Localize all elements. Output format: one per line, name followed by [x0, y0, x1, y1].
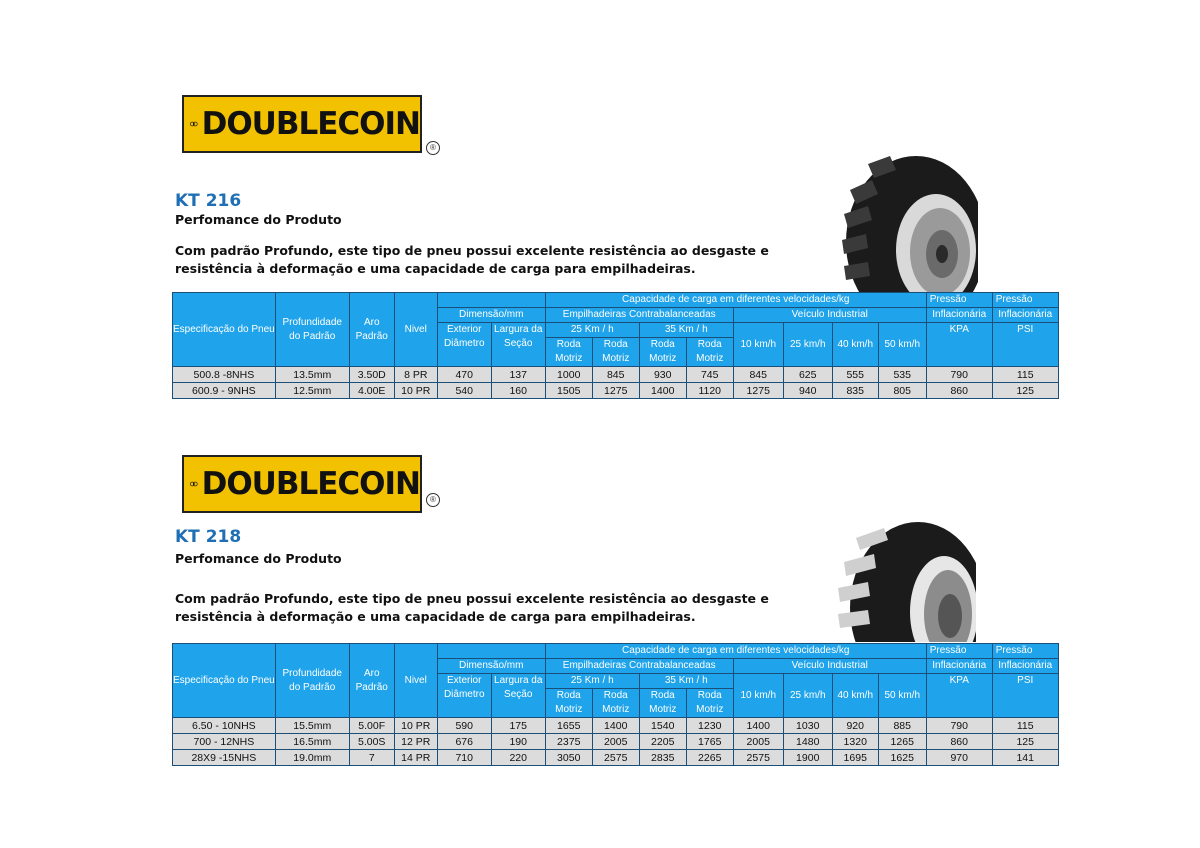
model-title: KT 218 [175, 527, 242, 547]
table-cell: 535 [878, 367, 926, 383]
table-cell: 2835 [639, 750, 686, 766]
table-cell: 2575 [733, 750, 783, 766]
table-cell: 930 [639, 367, 686, 383]
table-cell: 1480 [783, 734, 832, 750]
spec-table-kt216 [172, 292, 1059, 399]
table-cell: 2375 [545, 734, 592, 750]
table-cell: 1625 [878, 750, 926, 766]
header-v50: 50 km/h [878, 323, 926, 367]
tire-image-icon [826, 520, 976, 642]
header-depth: Profundidade do Padrão [275, 644, 349, 718]
table-cell: 141 [992, 750, 1058, 766]
table-cell: 470 [437, 367, 491, 383]
header-speed-25: 25 Km / h [545, 323, 639, 338]
header-exterior: Exterior Diâmetro [437, 674, 491, 718]
table-cell: 125 [992, 734, 1058, 750]
table-row [173, 718, 1059, 734]
table-cell: 5.00S [349, 734, 394, 750]
table-cell: 1275 [733, 383, 783, 399]
header-rim: Aro Padrão [349, 293, 394, 367]
table-cell: 19.0mm [275, 750, 349, 766]
header-roda-motriz: Roda Motriz [686, 338, 733, 367]
header-level: Nivel [394, 644, 437, 718]
table-cell: 16.5mm [275, 734, 349, 750]
header-psi-top: Pressão [992, 644, 1058, 659]
table-cell: 676 [437, 734, 491, 750]
table-cell: 500.8 -8NHS [173, 367, 276, 383]
table-row [173, 383, 1059, 399]
table-row [173, 734, 1059, 750]
header-kpa-top: Pressão [926, 644, 992, 659]
header-kpa-bottom: Inflacionária [926, 308, 992, 323]
table-cell: 1695 [832, 750, 878, 766]
table-cell: 28X9 -15NHS [173, 750, 276, 766]
table-cell: 1505 [545, 383, 592, 399]
table-cell: 2265 [686, 750, 733, 766]
table-cell: 115 [992, 718, 1058, 734]
table-cell: 1900 [783, 750, 832, 766]
header-speed-25: 25 Km / h [545, 674, 639, 689]
header-roda-motriz: Roda Motriz [639, 338, 686, 367]
table-cell: 125 [992, 383, 1058, 399]
table-cell: 600.9 - 9NHS [173, 383, 276, 399]
header-rim: Aro Padrão [349, 644, 394, 718]
table-cell: 2575 [592, 750, 639, 766]
table-cell: 13.5mm [275, 367, 349, 383]
table-cell: 1655 [545, 718, 592, 734]
header-kpa: KPA [926, 323, 992, 367]
header-dimension: Dimensão/mm [437, 659, 545, 674]
table-cell: 805 [878, 383, 926, 399]
table-cell: 12.5mm [275, 383, 349, 399]
header-psi: PSI [992, 674, 1058, 718]
table-cell: 2205 [639, 734, 686, 750]
header-speed-35: 35 Km / h [639, 323, 733, 338]
table-cell: 940 [783, 383, 832, 399]
header-counterbalanced: Empilhadeiras Contrabalanceadas [545, 659, 733, 674]
coin-emblem-icon [190, 464, 198, 504]
table-cell: 885 [878, 718, 926, 734]
header-kpa: KPA [926, 674, 992, 718]
header-counterbalanced: Empilhadeiras Contrabalanceadas [545, 308, 733, 323]
registered-mark-icon: ® [426, 141, 440, 155]
model-title: KT 216 [175, 191, 242, 211]
table-cell: 1400 [639, 383, 686, 399]
table-cell: 790 [926, 718, 992, 734]
table-cell: 845 [733, 367, 783, 383]
table-cell: 190 [491, 734, 545, 750]
header-depth: Profundidade do Padrão [275, 293, 349, 367]
table-cell: 745 [686, 367, 733, 383]
table-cell: 845 [592, 367, 639, 383]
table-cell: 175 [491, 718, 545, 734]
spec-table-kt218 [172, 643, 1059, 766]
registered-mark-icon: ® [426, 493, 440, 507]
table-cell: 220 [491, 750, 545, 766]
table-cell: 555 [832, 367, 878, 383]
header-psi-bottom: Inflacionária [992, 659, 1058, 674]
subtitle: Perfomance do Produto [175, 212, 342, 227]
header-roda-motriz: Roda Motriz [545, 689, 592, 718]
table-cell: 835 [832, 383, 878, 399]
header-psi-top: Pressão [992, 293, 1058, 308]
table-cell: 12 PR [394, 734, 437, 750]
logo-wordmark: DOUBLECOIN [201, 465, 420, 502]
header-roda-motriz: Roda Motriz [639, 689, 686, 718]
table-cell: 2005 [733, 734, 783, 750]
table-cell: 1275 [592, 383, 639, 399]
header-psi: PSI [992, 323, 1058, 367]
table-cell: 1030 [783, 718, 832, 734]
table-cell: 8 PR [394, 367, 437, 383]
header-v25: 25 km/h [783, 674, 832, 718]
header-v10: 10 km/h [733, 674, 783, 718]
table-cell: 3050 [545, 750, 592, 766]
table-cell: 4.00E [349, 383, 394, 399]
table-cell: 137 [491, 367, 545, 383]
header-v50: 50 km/h [878, 674, 926, 718]
header-dimension: Dimensão/mm [437, 308, 545, 323]
table-cell: 625 [783, 367, 832, 383]
header-v25: 25 km/h [783, 323, 832, 367]
header-kpa-top: Pressão [926, 293, 992, 308]
coin-emblem-icon [190, 104, 198, 144]
table-cell: 2005 [592, 734, 639, 750]
table-cell: 970 [926, 750, 992, 766]
header-spec: Especificação do Pneu [173, 674, 275, 686]
header-roda-motriz: Roda Motriz [592, 689, 639, 718]
header-speed-35: 35 Km / h [639, 674, 733, 689]
header-capacity: Capacidade de carga em diferentes velocidades/kg [545, 644, 926, 659]
table-cell: 540 [437, 383, 491, 399]
table-cell: 1400 [733, 718, 783, 734]
header-spec: Especificação do Pneu [173, 323, 275, 335]
header-capacity: Capacidade de carga em diferentes velocidades/kg [545, 293, 926, 308]
table-cell: 10 PR [394, 718, 437, 734]
table-cell: 860 [926, 383, 992, 399]
table-row [173, 750, 1059, 766]
doublecoin-logo [182, 95, 422, 153]
table-cell: 1320 [832, 734, 878, 750]
logo-wordmark: DOUBLECOIN [201, 105, 420, 142]
table-cell: 700 - 12NHS [173, 734, 276, 750]
table-cell: 115 [992, 367, 1058, 383]
header-width: Largura da Seção [491, 323, 545, 367]
header-industrial: Veículo Industrial [733, 308, 926, 323]
table-cell: 160 [491, 383, 545, 399]
header-roda-motriz: Roda Motriz [686, 689, 733, 718]
doublecoin-logo [182, 455, 422, 513]
product-description: Com padrão Profundo, este tipo de pneu possui excelente resistência ao desgaste e resistência à deformação e uma capacidade de carga para empilhadeiras. [175, 591, 769, 624]
table-cell: 1400 [592, 718, 639, 734]
table-cell: 6.50 - 10NHS [173, 718, 276, 734]
header-v40: 40 km/h [832, 323, 878, 367]
header-roda-motriz: Roda Motriz [545, 338, 592, 367]
table-cell: 1120 [686, 383, 733, 399]
header-width: Largura da Seção [491, 674, 545, 718]
table-cell: 10 PR [394, 383, 437, 399]
header-roda-motriz: Roda Motriz [592, 338, 639, 367]
table-cell: 860 [926, 734, 992, 750]
header-industrial: Veículo Industrial [733, 659, 926, 674]
header-v10: 10 km/h [733, 323, 783, 367]
table-cell: 1540 [639, 718, 686, 734]
table-cell: 710 [437, 750, 491, 766]
tire-image-icon [828, 150, 978, 292]
table-cell: 7 [349, 750, 394, 766]
table-cell: 590 [437, 718, 491, 734]
product-description: Com padrão Profundo, este tipo de pneu possui excelente resistência ao desgaste e resistência à deformação e uma capacidade de carga para empilhadeiras. [175, 243, 769, 276]
header-psi-bottom: Inflacionária [992, 308, 1058, 323]
table-cell: 15.5mm [275, 718, 349, 734]
header-kpa-bottom: Inflacionária [926, 659, 992, 674]
table-cell: 790 [926, 367, 992, 383]
table-cell: 3.50D [349, 367, 394, 383]
table-cell: 1000 [545, 367, 592, 383]
table-cell: 1765 [686, 734, 733, 750]
header-v40: 40 km/h [832, 674, 878, 718]
table-cell: 920 [832, 718, 878, 734]
table-row [173, 367, 1059, 383]
table-cell: 1230 [686, 718, 733, 734]
table-cell: 14 PR [394, 750, 437, 766]
header-exterior: Exterior Diâmetro [437, 323, 491, 367]
table-cell: 1265 [878, 734, 926, 750]
header-level: Nivel [394, 293, 437, 367]
subtitle: Perfomance do Produto [175, 551, 342, 566]
table-cell: 5.00F [349, 718, 394, 734]
